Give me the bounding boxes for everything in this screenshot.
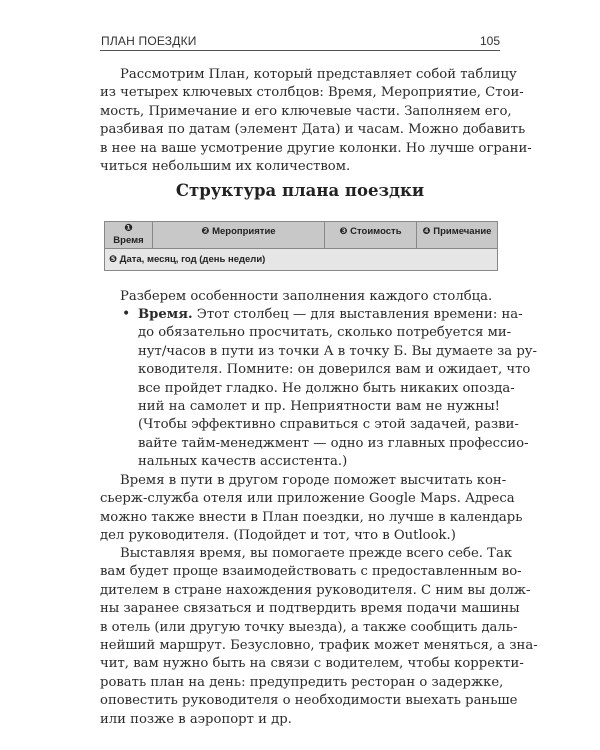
paragraph-driver xyxy=(100,545,538,729)
text-line: или позже в аэропорт и др. xyxy=(100,711,292,727)
structure-table xyxy=(104,221,498,271)
text-line: вайте тайм-менеджмент — одно из главных профессио- xyxy=(138,435,529,451)
column-label: Примечание xyxy=(433,226,492,237)
text-line: можно также внести в План поездки, но лучше в календарь xyxy=(100,509,523,525)
running-title: ПЛАН ПОЕЗДКИ xyxy=(101,34,197,48)
text-line: ний на самолет и пр. Неприятности вам не нужны! xyxy=(138,399,500,415)
text-line: нейший маршрут. Безусловно, трафик может меняться, а зна- xyxy=(100,638,538,654)
table-header-cell-note xyxy=(417,222,497,248)
table-header-cell-time xyxy=(105,222,153,248)
text-line: Разберем особенности заполнения каждого столбца. xyxy=(120,289,493,304)
text-line: читься небольшим их количеством. xyxy=(100,159,351,175)
column-label: Время xyxy=(113,235,144,246)
bullet-term: Время. xyxy=(138,307,193,322)
bullet-first-line: Этот столбец — для выставления времени: на- xyxy=(192,307,523,322)
text-line: чит, вам нужно быть на связи с водителем, чтобы корректи- xyxy=(100,656,524,672)
text-line: в нее на ваше усмотрение другие колонки. Но лучше ограни- xyxy=(100,140,532,156)
text-line: вам будет проще взаимодействовать с предоставленным во- xyxy=(100,564,522,580)
text-line: в отель (или другую точку выезда), а также сообщить даль- xyxy=(100,619,518,635)
date-row-label: ❺ Дата, месяц, год (день недели) xyxy=(109,254,266,265)
page-number: 105 xyxy=(479,34,500,48)
text-line: нут/часов в пути из точки А в точку Б. Вы думаете за ру- xyxy=(138,343,537,359)
text-line: Выставляя время, вы помогаете прежде всего себе. Так xyxy=(120,546,513,561)
text-line: Рассмотрим План, который представляет собой таблицу xyxy=(120,67,517,82)
text-line: ны заранее связаться и подтвердить время подачи машины xyxy=(100,601,520,617)
text-line: дителем в стране нахождения руководителя. С ним вы долж- xyxy=(100,582,531,598)
column-label: Мероприятие xyxy=(212,226,276,237)
text-line: все пройдет гладко. Не должно быть никаких опозда- xyxy=(138,380,515,396)
intro-paragraph xyxy=(100,66,532,176)
bullet-paragraph xyxy=(138,306,537,472)
text-line: дел руководителя. (Подойдет и тот, что в Outlook.) xyxy=(100,528,456,544)
text-line xyxy=(138,306,523,324)
text-line: из четырех ключевых столбцов: Время, Мероприятие, Стои- xyxy=(100,85,524,101)
table-header-cell-event xyxy=(153,222,325,248)
text-line: ровать план на день: предупредить ресторан о задержке, xyxy=(100,674,504,690)
text-line: (Чтобы эффективно справиться с этой задачей, разви- xyxy=(138,417,519,433)
section-title: Структура плана поездки xyxy=(175,181,425,200)
text-line: разбивая по датам (элемент Дата) и часам. Можно добавить xyxy=(100,122,526,138)
text-line: нальных качеств ассистента.) xyxy=(138,454,348,470)
text-line: до обязательно просчитать, сколько потребуется ми- xyxy=(138,325,512,341)
table-header-row xyxy=(104,221,498,249)
text-line: Время в пути в другом городе поможет высчитать кон- xyxy=(120,473,507,488)
paragraph-google-maps xyxy=(100,472,523,546)
text-line: оповестить руководителя о необходимости выехать раньше xyxy=(100,693,518,709)
column-label: Стоимость xyxy=(350,226,402,237)
column-number: ❷ xyxy=(201,226,210,237)
table-header-cell-cost xyxy=(325,222,417,248)
text-line: мость, Примечание и его ключевые части. Заполняем его, xyxy=(100,103,512,119)
table-date-row xyxy=(104,249,498,271)
column-number: ❸ xyxy=(339,226,348,237)
column-number: ❶ xyxy=(124,223,133,234)
lead-sentence xyxy=(120,288,500,306)
column-number: ❹ xyxy=(422,226,431,237)
text-line: сьерж-служба отеля или приложение Google Maps. Адреса xyxy=(100,491,515,507)
bullet-marker: • xyxy=(122,306,131,322)
running-header xyxy=(100,34,500,51)
text-line: ководителя. Помните: он доверился вам и ожидает, что xyxy=(138,362,531,378)
